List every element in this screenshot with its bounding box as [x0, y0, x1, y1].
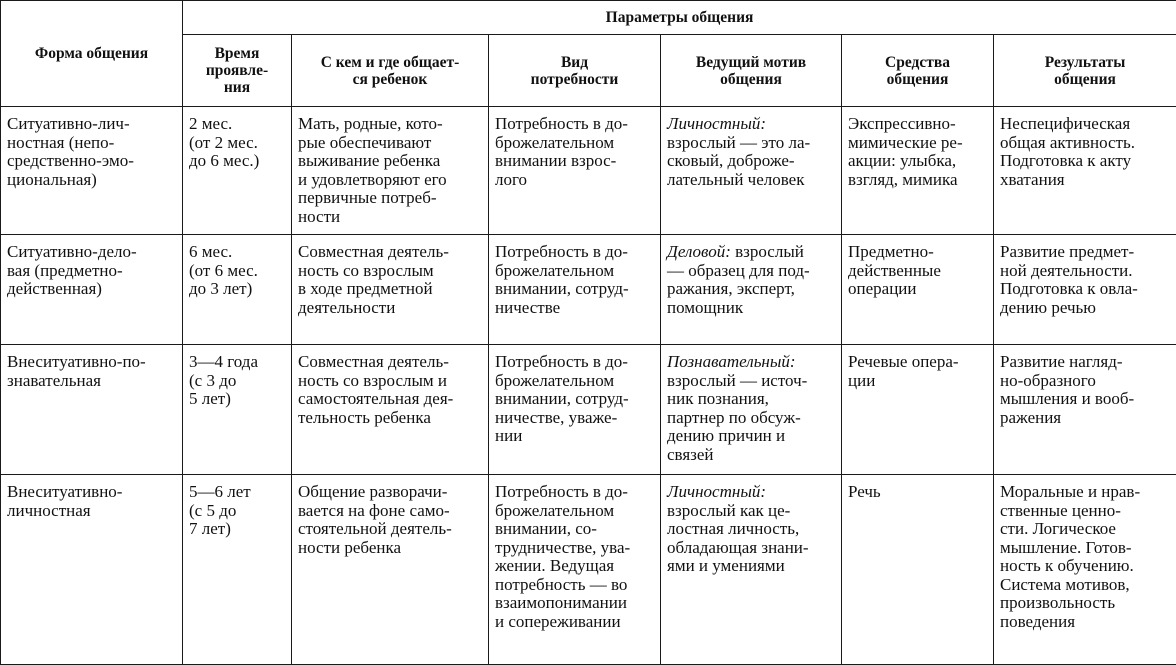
table-row	[1, 475, 1176, 665]
motive-text: взрослый — источ- ник познания, партнер по обсуж- дению причин и связей	[667, 371, 807, 464]
cell-need: Потребность в до- брожелательном внимании, со- трудничестве, ува- жении. Ведущая потребность — во взаимопонимании и сопереживании	[489, 475, 661, 665]
header-need: Вид потребности	[489, 35, 661, 107]
motive-type: Познавательный:	[667, 352, 796, 371]
cell-motive	[661, 475, 842, 665]
header-time: Время проявле- ния	[183, 35, 292, 107]
cell-result: Развитие предмет- ной деятельности. Подготовка к овла- дению речью	[994, 235, 1176, 345]
header-who: С кем и где общает- ся ребенок	[292, 35, 489, 107]
cell-result: Неспецифическая общая активность. Подготовка к акту хватания	[994, 107, 1176, 235]
header-result: Результаты общения	[994, 35, 1176, 107]
cell-result: Развитие нагляд- но-образного мышления и вооб- ражения	[994, 345, 1176, 475]
cell-form: Ситуативно-дело- вая (предметно- действенная)	[1, 235, 183, 345]
motive-type: Деловой:	[667, 242, 731, 261]
cell-time: 6 мес. (от 6 мес. до 3 лет)	[183, 235, 292, 345]
cell-who: Совместная деятель- ность со взрослым и самостоятельная дея- тельность ребенка	[292, 345, 489, 475]
cell-time: 2 мес. (от 2 мес. до 6 мес.)	[183, 107, 292, 235]
motive-text: взрослый — образец для под- ражания, эксперт, помощник	[667, 242, 810, 317]
cell-who: Совместная деятель- ность со взрослым в ходе предметной деятельности	[292, 235, 489, 345]
cell-need: Потребность в до- брожелательном внимании, сотруд- ничестве	[489, 235, 661, 345]
motive-type: Личностный:	[667, 482, 766, 501]
motive-text: взрослый как це- лостная личность, обладающая знани- ями и умениями	[667, 501, 809, 576]
cell-means: Экспрессивно- мимические ре- акции: улыбка, взгляд, мимика	[842, 107, 994, 235]
cell-motive	[661, 345, 842, 475]
cell-form: Внеситуативно- личностная	[1, 475, 183, 665]
header-params: Параметры общения	[183, 1, 1176, 35]
cell-time: 3—4 года (с 3 до 5 лет)	[183, 345, 292, 475]
motive-text: взрослый — это ла- сковый, доброже- лательный человек	[667, 133, 810, 189]
cell-need: Потребность в до- брожелательном внимании взрос- лого	[489, 107, 661, 235]
cell-result: Моральные и нрав- ственные ценно- сти. Логическое мышление. Готов- ность к обучению. Система мотивов, произвольность поведения	[994, 475, 1176, 665]
cell-who: Мать, родные, кото- рые обеспечивают выживание ребенка и удовлетворяют его первичные потреб- ности	[292, 107, 489, 235]
cell-means: Предметно- действенные операции	[842, 235, 994, 345]
header-form: Форма общения	[1, 1, 183, 107]
cell-means: Речь	[842, 475, 994, 665]
cell-motive	[661, 235, 842, 345]
cell-form: Ситуативно-лич- ностная (непо- средственно-эмо- циональная)	[1, 107, 183, 235]
cell-motive	[661, 107, 842, 235]
cell-means: Речевые опера- ции	[842, 345, 994, 475]
table-row	[1, 107, 1176, 235]
header-motive: Ведущий мотив общения	[661, 35, 842, 107]
cell-who: Общение разворачи- вается на фоне само- стоятельной деятель- ности ребенка	[292, 475, 489, 665]
cell-time: 5—6 лет (с 5 до 7 лет)	[183, 475, 292, 665]
header-row-top	[1, 1, 1176, 35]
table-row	[1, 345, 1176, 475]
table-row	[1, 235, 1176, 345]
header-means: Средства общения	[842, 35, 994, 107]
cell-need: Потребность в до- брожелательном внимании, сотруд- ничестве, уваже- нии	[489, 345, 661, 475]
motive-type: Личностный:	[667, 114, 766, 133]
cell-form: Внеситуативно-по- знавательная	[1, 345, 183, 475]
